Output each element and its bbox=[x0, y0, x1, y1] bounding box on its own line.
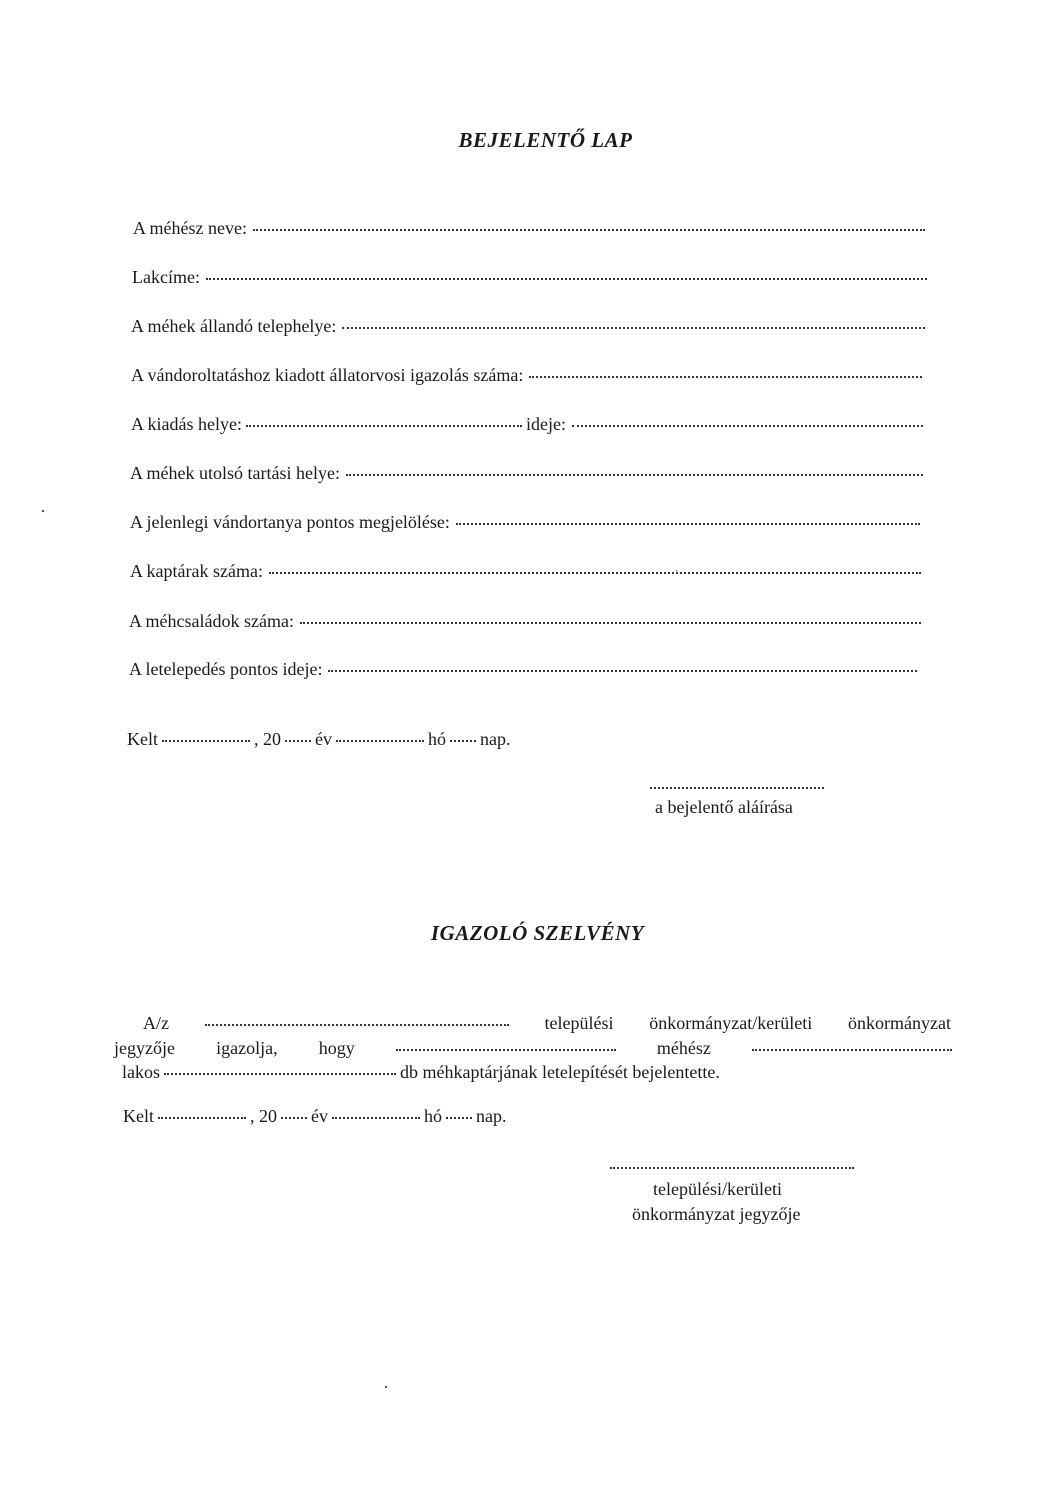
beekeeper-name-fill[interactable] bbox=[752, 1048, 952, 1051]
fill-line bbox=[328, 669, 917, 672]
field-permanent-site[interactable] bbox=[131, 316, 925, 337]
field-label: A letelepedés pontos ideje: bbox=[129, 659, 323, 679]
field-label: A jelenlegi vándortanya pontos megjelölése: bbox=[130, 512, 450, 532]
cert-word: db méhkaptárjának letelepítését bejelentette. bbox=[400, 1062, 720, 1082]
cert-word: A/z bbox=[143, 1013, 169, 1033]
month-label: hó bbox=[428, 729, 446, 749]
place-fill bbox=[158, 1116, 246, 1119]
kelt-label: Kelt bbox=[123, 1106, 154, 1126]
cert-word: hogy bbox=[318, 1038, 355, 1058]
fill-line bbox=[253, 228, 925, 231]
field-current-site[interactable] bbox=[130, 512, 920, 533]
issue-time-label: ideje: bbox=[525, 414, 566, 434]
fill-line bbox=[300, 621, 921, 624]
signature-caption: a bejelentő aláírása bbox=[655, 797, 793, 817]
notary-signature-line[interactable] bbox=[610, 1166, 854, 1169]
certificate-row-3 bbox=[122, 1062, 720, 1083]
field-colony-count[interactable] bbox=[129, 611, 921, 632]
form-date-line[interactable] bbox=[127, 729, 511, 750]
notary-caption-line2: önkormányzat jegyzője bbox=[632, 1204, 801, 1224]
year-label: év bbox=[315, 729, 332, 749]
field-label: A vándoroltatáshoz kiadott állatorvosi igazolás száma: bbox=[131, 365, 524, 385]
signature-line[interactable] bbox=[650, 786, 824, 789]
fill-line bbox=[572, 424, 923, 427]
field-label: A méhek állandó telephelye: bbox=[131, 316, 337, 336]
cert-word: lakos bbox=[122, 1062, 160, 1082]
day-fill bbox=[446, 1116, 472, 1119]
place-fill bbox=[162, 739, 250, 742]
year-fill bbox=[281, 1116, 307, 1119]
cert-word: önkormányzat/kerületi bbox=[649, 1013, 813, 1033]
field-address[interactable] bbox=[132, 267, 927, 288]
month-fill bbox=[336, 739, 424, 742]
certificate-title: IGAZOLÓ SZELVÉNY bbox=[430, 921, 645, 945]
fill-line bbox=[456, 522, 920, 525]
certificate-row-2 bbox=[114, 1038, 952, 1059]
field-label: A méhek utolsó tartási helye: bbox=[130, 463, 340, 483]
municipality-fill[interactable] bbox=[205, 1023, 509, 1026]
year-prefix: , 20 bbox=[250, 1106, 277, 1126]
field-label: A méhész neve: bbox=[133, 218, 247, 238]
day-fill bbox=[450, 739, 476, 742]
fill-line bbox=[246, 424, 522, 427]
year-prefix: , 20 bbox=[254, 729, 281, 749]
fill-line bbox=[529, 375, 922, 378]
field-beekeeper-name[interactable] bbox=[133, 218, 925, 239]
kelt-label: Kelt bbox=[127, 729, 158, 749]
scan-speck bbox=[42, 510, 44, 512]
field-hive-count[interactable] bbox=[130, 561, 921, 582]
year-fill bbox=[285, 739, 311, 742]
cert-word: önkormányzat bbox=[848, 1013, 951, 1033]
month-fill bbox=[332, 1116, 420, 1119]
fill-line bbox=[206, 277, 927, 280]
certificate-row-1 bbox=[143, 1013, 951, 1034]
day-label: nap. bbox=[476, 1106, 507, 1126]
field-issue-place-time[interactable] bbox=[131, 414, 923, 435]
residence-fill[interactable] bbox=[164, 1072, 396, 1075]
cert-word: települési bbox=[544, 1013, 614, 1033]
scan-speck bbox=[385, 1386, 387, 1388]
field-settlement-time[interactable] bbox=[129, 659, 917, 680]
certificate-date-line[interactable] bbox=[123, 1106, 507, 1127]
year-label: év bbox=[311, 1106, 328, 1126]
fill-line bbox=[269, 571, 921, 574]
cert-word: jegyzője bbox=[114, 1038, 175, 1058]
field-vet-certificate-number[interactable] bbox=[131, 365, 922, 386]
beekeeper-fill[interactable] bbox=[396, 1048, 616, 1051]
form-title: BEJELENTŐ LAP bbox=[458, 128, 633, 152]
cert-word: igazolja, bbox=[216, 1038, 278, 1058]
day-label: nap. bbox=[480, 729, 511, 749]
field-last-site[interactable] bbox=[130, 463, 923, 484]
fill-line bbox=[346, 473, 923, 476]
scan-speck bbox=[676, 570, 677, 571]
cert-word: méhész bbox=[656, 1038, 711, 1058]
notary-caption-line1: települési/kerületi bbox=[653, 1179, 782, 1199]
field-label: Lakcíme: bbox=[132, 267, 200, 287]
fill-line bbox=[342, 326, 925, 329]
field-label: A kaptárak száma: bbox=[130, 561, 263, 581]
month-label: hó bbox=[424, 1106, 442, 1126]
field-label: A méhcsaládok száma: bbox=[129, 611, 294, 631]
field-label: A kiadás helye: bbox=[131, 414, 242, 434]
